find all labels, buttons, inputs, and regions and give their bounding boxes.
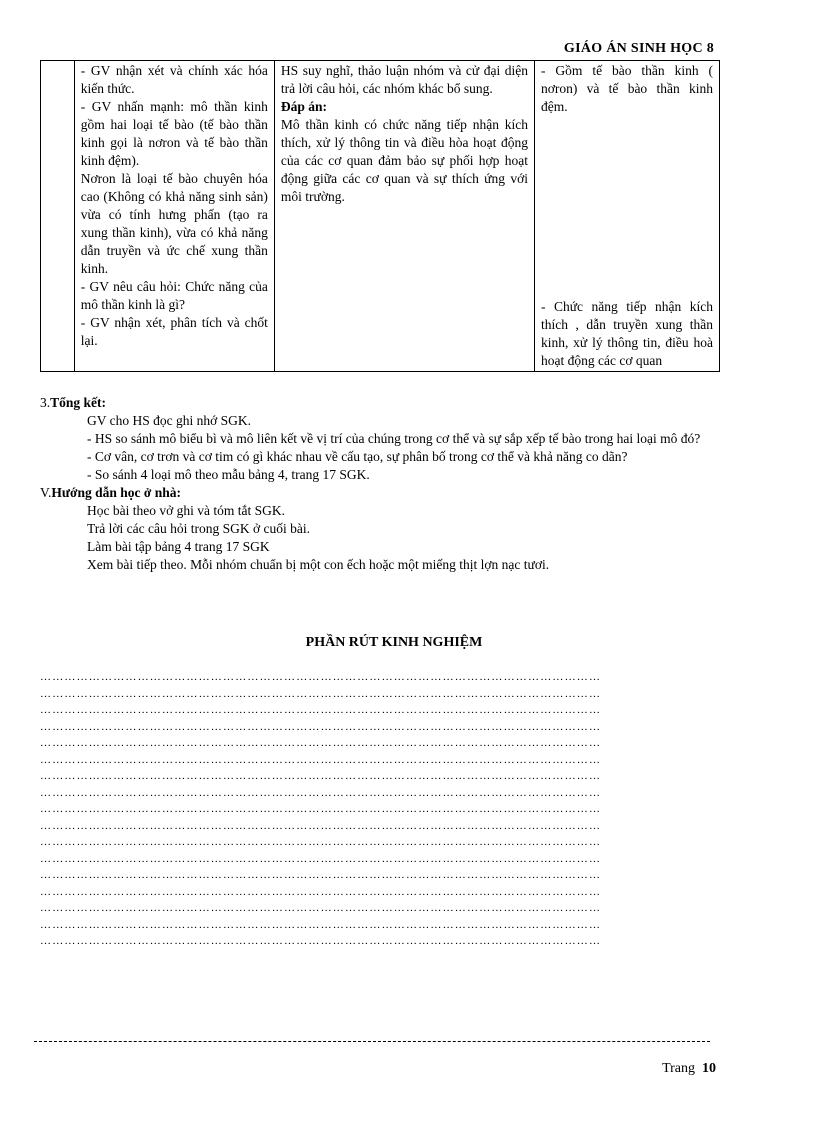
answer-label: Đáp án: bbox=[280, 99, 328, 114]
page-number bbox=[662, 1060, 716, 1078]
summary-number: 3. bbox=[40, 395, 51, 410]
summary-heading bbox=[40, 394, 718, 412]
answer-text: Mô thần kinh có chức năng tiếp nhận kích thích, xử lý thông tin và điều hòa hoạt động của các cơ quan đảm bảo sự phối hợp hoạt động giữa các cơ quan và sự thích ứng với môi trường. bbox=[280, 117, 528, 204]
homework-title: Hướng dẫn học ở nhà: bbox=[51, 485, 181, 500]
table-row bbox=[41, 61, 720, 372]
dotted-line: ………………………………………………………………………………………………………………………… bbox=[40, 852, 602, 865]
student-activity-cell bbox=[274, 61, 534, 372]
teacher-step: Nơron là loại tế bào chuyên hóa cao (Không có khả năng sinh sản) vừa có tính hưng phấn (tạo ra xung thần kinh), vừa có khả năng dẫn truyền và ức chế xung thần kinh. bbox=[80, 171, 268, 276]
lesson-table bbox=[40, 60, 720, 372]
page-label: Trang bbox=[662, 1061, 695, 1076]
dotted-line: ………………………………………………………………………………………………………………………… bbox=[40, 704, 602, 716]
teacher-activity-cell bbox=[74, 61, 274, 372]
homework-heading bbox=[40, 484, 718, 502]
dotted-line: ………………………………………………………………………………………………………………………… bbox=[40, 836, 602, 848]
dotted-line: ………………………………………………………………………………………………………………………… bbox=[40, 753, 602, 766]
homework-line: Học bài theo vở ghi và tóm tắt SGK. bbox=[87, 503, 285, 518]
dotted-line: ………………………………………………………………………………………………………………………… bbox=[40, 869, 602, 881]
dotted-line: ………………………………………………………………………………………………………………………… bbox=[40, 935, 602, 947]
dotted-line: ………………………………………………………………………………………………………………………… bbox=[40, 819, 602, 832]
dotted-line: ………………………………………………………………………………………………………………………… bbox=[40, 737, 602, 749]
homework-line: Làm bài tập bảng 4 trang 17 SGK bbox=[87, 539, 270, 554]
content-bottom: - Chức năng tiếp nhận kích thích , dẫn truyền xung thần kinh, xử lý thông tin, điều hoà hoạt động các cơ quan bbox=[540, 299, 713, 368]
lesson-content bbox=[40, 394, 718, 574]
dotted-line: ………………………………………………………………………………………………………………………… bbox=[40, 918, 602, 931]
student-intro: HS suy nghĩ, thảo luận nhóm và cử đại diện trả lời câu hỏi, các nhóm khác bổ sung. bbox=[280, 63, 528, 96]
dotted-line: ………………………………………………………………………………………………………………………… bbox=[40, 720, 602, 733]
teacher-step: - GV nhấn mạnh: mô thần kinh gồm hai loại tế bào (tế bào thần kinh gọi là nơron và tế bào thần kinh đệm). bbox=[80, 99, 268, 168]
summary-line: GV cho HS đọc ghi nhớ SGK. bbox=[87, 413, 252, 428]
homework-line: Trả lời các câu hỏi trong SGK ở cuối bài. bbox=[87, 521, 310, 536]
dotted-line: ………………………………………………………………………………………………………………………… bbox=[40, 786, 602, 799]
summary-line: - Cơ vân, cơ trơn và cơ tim có gì khác nhau về cấu tạo, sự phân bố trong cơ thể và khả năng co dãn? bbox=[87, 449, 628, 464]
summary-line: - So sánh 4 loại mô theo mẫu bảng 4, trang 17 SGK. bbox=[87, 467, 370, 482]
summary-title: Tổng kết: bbox=[50, 395, 107, 410]
teacher-step: - GV nêu câu hỏi: Chức năng của mô thần kinh là gì? bbox=[80, 279, 268, 312]
dotted-line: ………………………………………………………………………………………………………………………… bbox=[40, 885, 602, 898]
table-cell-empty bbox=[41, 61, 75, 372]
header-title: GIÁO ÁN SINH HỌC 8 bbox=[563, 41, 714, 56]
cell-spacer bbox=[541, 116, 713, 298]
dotted-line: ………………………………………………………………………………………………………………………… bbox=[40, 803, 602, 815]
dotted-line: ………………………………………………………………………………………………………………………… bbox=[40, 687, 602, 700]
teacher-step: - GV nhận xét và chính xác hóa kiến thức. bbox=[80, 63, 268, 96]
content-top: - Gồm tế bào thần kinh ( nơron) và tế bào thần kinh đệm. bbox=[540, 63, 713, 114]
dotted-line: ………………………………………………………………………………………………………………………… bbox=[40, 902, 602, 914]
dotted-line: ………………………………………………………………………………………………………………………… bbox=[40, 671, 602, 683]
experience-title: PHẦN RÚT KINH NGHIỆM bbox=[305, 635, 483, 650]
experience-dotted-lines bbox=[40, 669, 720, 950]
page-number-value: 10 bbox=[702, 1061, 716, 1076]
homework-line: Xem bài tiếp theo. Mỗi nhóm chuẩn bị một con ếch hoặc một miếng thịt lợn nạc tươi. bbox=[87, 557, 550, 572]
summary-line: - HS so sánh mô biểu bì và mô liên kết về vị trí của chúng trong cơ thể và sự sắp xếp tế bào trong hai loại mô đó? bbox=[87, 431, 701, 446]
content-cell bbox=[534, 61, 719, 372]
footer-divider bbox=[34, 1041, 710, 1042]
dotted-line: ………………………………………………………………………………………………………………………… bbox=[40, 770, 602, 782]
teacher-step: - GV nhận xét, phân tích và chốt lại. bbox=[80, 315, 268, 348]
homework-number: V. bbox=[40, 485, 52, 500]
